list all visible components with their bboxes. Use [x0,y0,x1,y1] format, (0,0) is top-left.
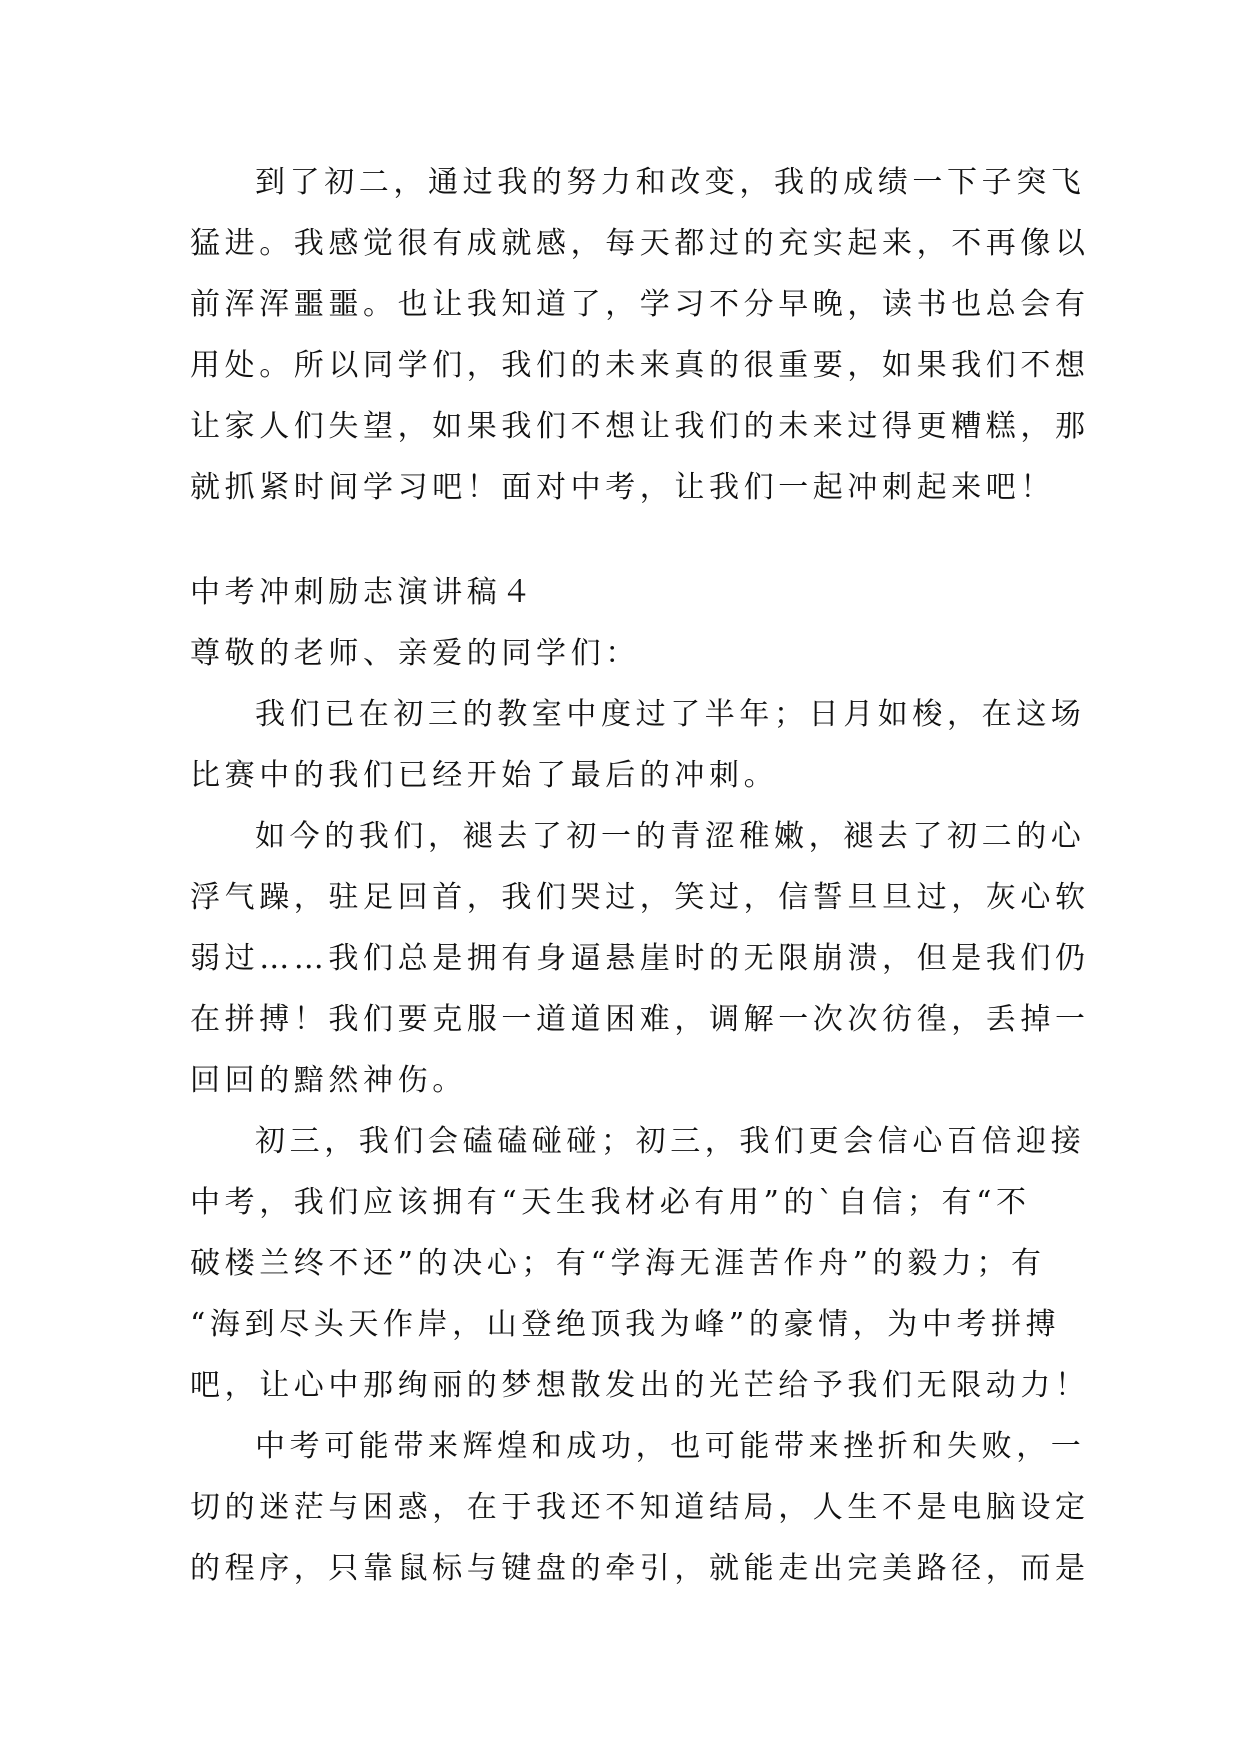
paragraph-line: 让家人们失望，如果我们不想让我们的未来过得更糟糕，那 [190,409,1090,444]
paragraph-1 [190,684,1086,806]
paragraph-2 [190,806,1090,1111]
salutation: 尊敬的老师、亲爱的同学们： [190,636,640,671]
paragraph-3 [190,1111,1090,1416]
speech-section [190,562,1090,1599]
paragraph-line: 比赛中的我们已经开始了最后的冲刺。 [190,758,779,793]
paragraph-line: 中考，我们应该拥有“天生我材必有用”的`自信；有“不 [190,1185,1031,1220]
paragraph-line: 猛进。我感觉很有成就感，每天都过的充实起来，不再像以 [190,226,1090,261]
paragraph-line: 初三，我们会磕磕碰碰；初三，我们更会信心百倍迎接 [255,1124,1086,1159]
paragraph-line: 就抓紧时间学习吧！面对中考，让我们一起冲刺起来吧！ [190,470,1055,505]
previous-speech-ending [190,152,1090,518]
paragraph-line: 我们已在初三的教室中度过了半年；日月如梭，在这场 [255,697,1086,732]
paragraph-line: “海到尽头天作岸，山登绝顶我为峰”的豪情，为中考拼搏 [190,1307,1061,1342]
paragraph-line: 切的迷茫与困惑，在于我还不知道结局，人生不是电脑设定 [190,1490,1090,1525]
paragraph-line: 到了初二，通过我的努力和改变，我的成绩一下子突飞 [255,165,1086,200]
paragraph-line: 在拼搏！我们要克服一道道困难，调解一次次彷徨，丢掉一 [190,1002,1090,1037]
paragraph-line: 破楼兰终不还”的决心；有“学海无涯苦作舟”的毅力；有 [190,1246,1046,1281]
paragraph-4 [190,1416,1090,1599]
paragraph-line: 中考可能带来辉煌和成功，也可能带来挫折和失败，一 [255,1429,1086,1464]
paragraph-line: 回回的黯然神伤。 [190,1063,467,1098]
paragraph-line: 如今的我们，褪去了初一的青涩稚嫩，褪去了初二的心 [255,819,1086,854]
paragraph-line: 弱过……我们总是拥有身逼悬崖时的无限崩溃，但是我们仍 [190,941,1090,976]
paragraph-line: 吧，让心中那绚丽的梦想散发出的光芒给予我们无限动力！ [190,1368,1090,1403]
paragraph-line: 前浑浑噩噩。也让我知道了，学习不分早晚，读书也总会有 [190,287,1090,322]
paragraph-line: 浮气躁，驻足回首，我们哭过，笑过，信誓旦旦过，灰心软 [190,880,1090,915]
section-title: 中考冲刺励志演讲稿４ [190,575,536,610]
paragraph-line: 的程序，只靠鼠标与键盘的牵引，就能走出完美路径，而是 [190,1551,1090,1586]
paragraph-line: 用处。所以同学们，我们的未来真的很重要，如果我们不想 [190,348,1090,383]
